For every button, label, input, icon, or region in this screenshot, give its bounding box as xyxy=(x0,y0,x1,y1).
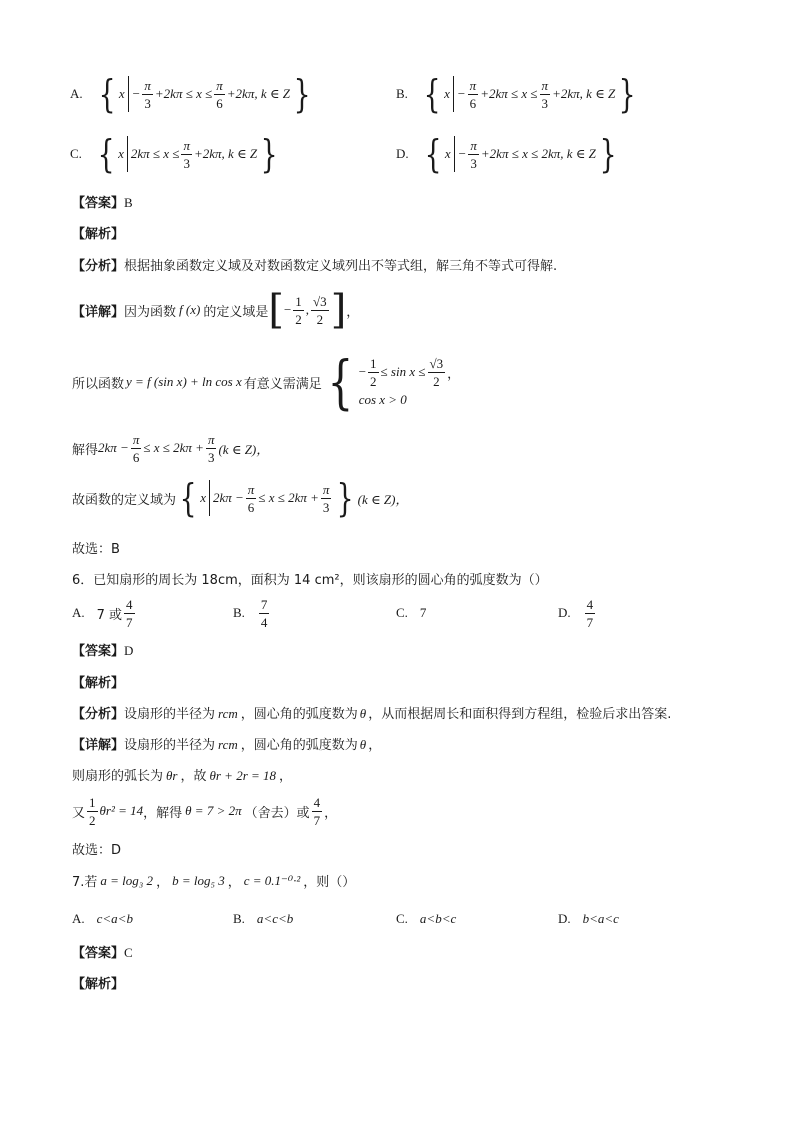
right-brace: } xyxy=(260,132,278,176)
fraction: $\frac{1}{2}$ xyxy=(370,355,377,389)
q5-fenxi: 【分析】根据抽象函数定义域及对数函数定义域列出不等式组，解三角不等式可得解. xyxy=(72,259,558,274)
q5-choose: 故选：B xyxy=(72,542,120,557)
set-bar xyxy=(127,136,128,172)
system-brace: { xyxy=(327,348,354,416)
q5-detail-line3: 解得 2kπ − $\frac{\pi}{6}$ ≤ x ≤ 2kπ + $\frac{\pi}{3}$ (k ∈ Z)， xyxy=(72,431,270,465)
set-bar xyxy=(454,136,455,172)
q5-detail-line2: 所以函数 y = f (sin x) + ln cos x 有意义需满足 { − $\frac{1}{2}$ ≤ sin x ≤ $\frac{√3}{2}$ ， cos x > 0 xyxy=(72,348,461,416)
fraction: $\frac{1}{2}$ xyxy=(295,293,302,327)
q5-answer: 【答案】B xyxy=(72,195,133,211)
right-brace: } xyxy=(618,72,636,116)
fraction: $\frac{1}{2}$ xyxy=(89,794,96,828)
fraction: $\frac{\pi}{6}$ xyxy=(469,77,477,111)
left-bracket: [ xyxy=(268,287,284,333)
set-expression: { x − $\frac{\pi}{3}$ +2kπ ≤ x ≤ $\frac{\pi}{6}$ +2kπ, k ∈ Z } xyxy=(98,72,311,116)
set-bar xyxy=(209,480,210,516)
fraction: $\frac{\pi}{3}$ xyxy=(144,77,151,111)
q6-option-c: C. 7 xyxy=(396,605,427,620)
q5-option-d xyxy=(396,134,620,174)
q7-option-d: D. b<a<c xyxy=(558,911,619,926)
q6-detail-line3: 又 $\frac{1}{2}$ θr² = 14 ，解得 θ = 7 > 2π （舍去）或 $\frac{4}{7}$ ， xyxy=(72,794,338,828)
option-label: A. xyxy=(70,86,83,101)
q5-detail-line1: 【详解】 因为函数 f (x) 的定义域是 [ − $\frac{1}{2}$ , $\frac{√3}{2}$ ] ， xyxy=(72,287,360,333)
option-label: D. xyxy=(396,146,409,161)
q6-answer: 【答案】D xyxy=(72,643,134,659)
set-bar xyxy=(453,76,454,112)
fraction: $\frac{4}{7}$ xyxy=(313,794,321,828)
right-bracket: ] xyxy=(330,287,347,333)
fraction: $\frac{\pi}{3}$ xyxy=(183,137,190,171)
set-bar xyxy=(128,76,129,112)
set-expression: { x − $\frac{\pi}{6}$ +2kπ ≤ x ≤ $\frac{\pi}{3}$ +2kπ, k ∈ Z } xyxy=(423,72,636,116)
inequality-system: − $\frac{1}{2}$ ≤ sin x ≤ $\frac{√3}{2}$ ， cos x > 0 xyxy=(358,355,461,407)
option-label: B. xyxy=(396,86,408,101)
right-brace: } xyxy=(599,132,617,176)
q7-answer: 【答案】C xyxy=(72,945,133,961)
fraction: $\frac{\pi}{3}$ xyxy=(470,137,477,171)
fraction: $\frac{\pi}{6}$ xyxy=(247,481,255,515)
q6-option-a: A. 7 或 $\frac{4}{7}$ xyxy=(72,596,133,630)
q6-detail-line2: 则扇形的弧长为 θr ，故 θr + 2r = 18 ， xyxy=(72,768,293,784)
q7-option-a: A. c<a<b xyxy=(72,911,133,926)
q5-analysis-heading: 【解析】 xyxy=(72,227,125,242)
option-label: C. xyxy=(70,146,82,161)
q6-fenxi: 【分析】设扇形的半径为 rcm ，圆心角的弧度数为 θ ，从而根据周长和面积得到方程组，检验后求出答案. xyxy=(72,706,672,722)
fraction: $\frac{\pi}{3}$ xyxy=(207,431,215,465)
q6-analysis-heading: 【解析】 xyxy=(72,676,125,691)
fraction: $\frac{\pi}{3}$ xyxy=(541,77,549,111)
q7-option-c: C. a<b<c xyxy=(396,911,457,926)
left-brace: { xyxy=(97,132,115,176)
left-brace: { xyxy=(98,72,116,116)
q5-option-c xyxy=(70,134,281,174)
set-expression: { x 2kπ ≤ x ≤ $\frac{\pi}{3}$ +2kπ, k ∈ Z } xyxy=(97,132,278,176)
q6-detail-line1: 【详解】设扇形的半径为 rcm ，圆心角的弧度数为 θ ， xyxy=(72,737,382,753)
set-expression: { x − $\frac{\pi}{3}$ +2kπ ≤ x ≤ 2kπ, k ∈ Z } xyxy=(424,132,617,176)
q6-option-d: D. $\frac{4}{7}$ xyxy=(558,596,594,630)
fraction: $\frac{\pi}{6}$ xyxy=(216,77,223,111)
left-brace: { xyxy=(424,132,442,176)
fraction: $\frac{√3}{2}$ xyxy=(429,355,444,389)
right-brace: } xyxy=(293,72,311,116)
left-brace: { xyxy=(179,476,197,520)
q7-analysis-heading: 【解析】 xyxy=(72,977,125,992)
fraction: $\frac{7}{4}$ xyxy=(260,596,268,630)
fraction: $\frac{√3}{2}$ xyxy=(313,293,327,327)
right-brace: } xyxy=(337,476,354,520)
q6-stem: 6．已知扇形的周长为 18cm，面积为 14 cm²，则该扇形的圆心角的弧度数为（） xyxy=(72,573,548,588)
set-var: x xyxy=(118,86,125,101)
q5-option-a xyxy=(70,74,314,114)
q7-stem: 7.若 a = log₃ 2 ， b = log₅ 3 ， c = 0.1⁻⁰·² ，则（） xyxy=(72,872,356,890)
fraction: $\frac{\pi}{3}$ xyxy=(322,481,330,515)
fraction: $\frac{4}{7}$ xyxy=(586,596,594,630)
q5-option-b xyxy=(396,74,639,114)
q5-detail-line4: 故函数的定义域为 { x 2kπ − $\frac{\pi}{6}$ ≤ x ≤ 2kπ + $\frac{\pi}{3}$ } (k ∈ Z)， xyxy=(72,476,409,520)
q6-option-b: B. $\frac{7}{4}$ xyxy=(233,596,268,630)
fraction: $\frac{\pi}{6}$ xyxy=(132,431,140,465)
q7-option-b: B. a<c<b xyxy=(233,911,294,926)
fraction: $\frac{4}{7}$ xyxy=(126,596,133,630)
left-brace: { xyxy=(423,72,441,116)
q6-choose: 故选：D xyxy=(72,843,122,858)
